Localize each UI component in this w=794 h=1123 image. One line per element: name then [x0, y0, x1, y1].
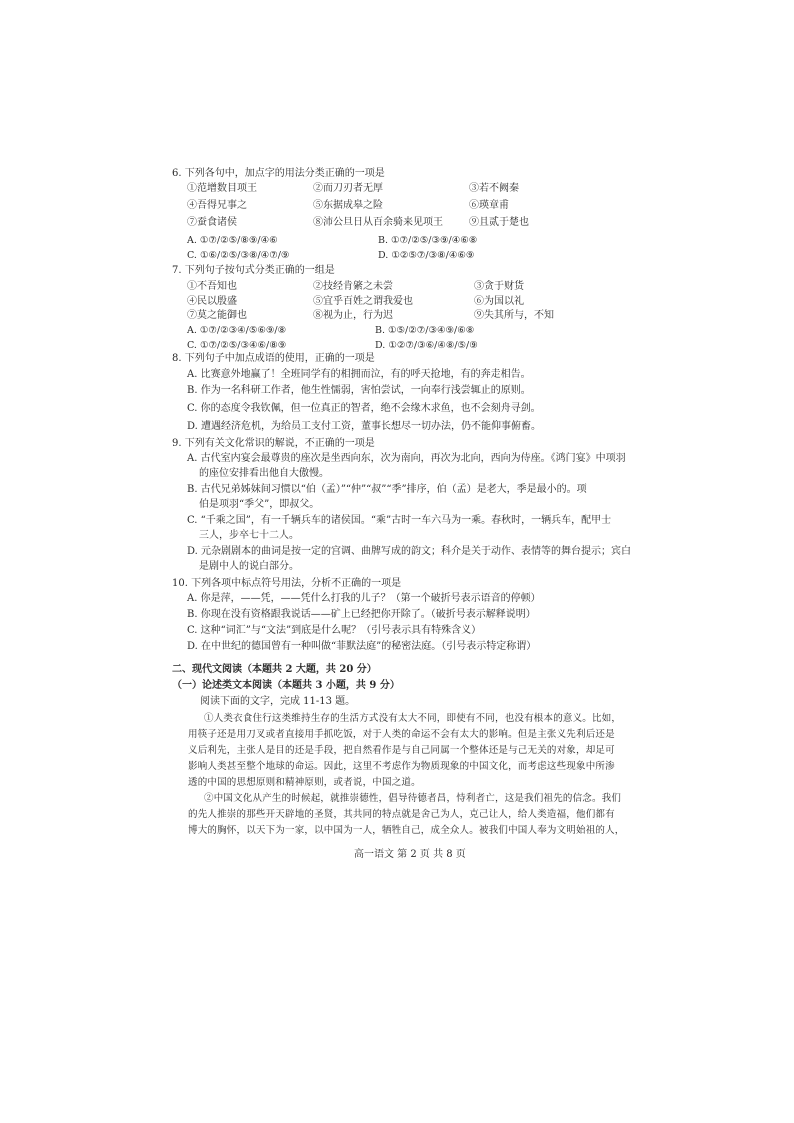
q7-item: ②技经肯綮之未尝: [313, 281, 393, 292]
q7-option-d: D. ①②⑦/③⑥/④⑧/⑤/⑨: [375, 340, 478, 351]
para1-line: 透的中国的思想原则和精神原则，或者说，中国之道。: [188, 777, 421, 788]
subsection-title: （一）论述类文本阅读（本题共 3 小题，共 9 分）: [172, 680, 400, 691]
q10-option-b: B. 你现在没有资格跟我说话——矿上已经把你开除了。（破折号表示解释说明）: [187, 609, 536, 620]
para2-line: ②中国文化从产生的时候起，就推崇德性，倡导待德者昌，恃利者亡，这是我们祖先的信念。我们: [204, 793, 622, 804]
q8-option-d: D. 遭遇经济危机，为给员工支付工资，董事长想尽一切办法，仍不能仰事俯畜。: [187, 421, 542, 432]
q8-option-b: B. 作为一名科研工作者，他生性懦弱，害怕尝试，一向奉行浅尝辄止的原则。: [187, 385, 531, 396]
q9-option-b-cont: 伯是项羽“季父”，即叔父。: [199, 499, 320, 510]
q6-item: ⑤东据成皋之险: [313, 200, 383, 211]
q8-option-a: A. 比赛意外地赢了！全班同学有的相拥而泣，有的呼天抢地，有的奔走相告。: [187, 369, 531, 380]
q6-item: ③若不阙秦: [469, 183, 519, 194]
q6-item: ⑧沛公旦日从百余骑来见项王: [313, 217, 443, 228]
reading-instruction: 阅读下面的文字，完成 11-13 题。: [200, 696, 356, 707]
q6-stem: 6. 下列各句中，加点字的用法分类正确的一项是: [172, 168, 385, 179]
q6-item: ①范增数目项王: [187, 183, 257, 194]
q9-option-b: B. 古代兄弟姊妹间习惯以“伯（孟）”“仲”“叔”“季”排序，伯（孟）是老大，季是最小的。项: [187, 484, 587, 495]
q9-stem: 9. 下列有关文化常识的解说，不正确的一项是: [172, 438, 375, 449]
q7-item: ⑤宜乎百姓之谓我爱也: [313, 296, 413, 307]
q7-item: ⑥为国以礼: [474, 296, 524, 307]
q9-option-d-cont: 是剧中人的说白部分。: [199, 561, 299, 572]
q10-option-c: C. 这种“词汇”与“文法”到底是什么呢？（引号表示具有特殊含义）: [187, 625, 482, 636]
para2-line: 的先人推崇的那些开天辟地的圣贤，其共同的特点就是舍己为人，克己让人，给人类造福，他们都有: [188, 809, 615, 820]
para1-line: ①人类衣食住行这类维持生存的生活方式没有太大不同，即使有不同，也没有根本的意义。比如，: [204, 713, 622, 724]
q7-item: ⑧视为止，行为迟: [313, 310, 393, 321]
q6-option-d: D. ①②⑤⑦/③⑧/④⑥⑨: [378, 250, 475, 261]
q6-option-a: A. ①⑦/②⑤/⑧⑨/④⑥: [187, 235, 278, 246]
q7-option-a: A. ①⑦/②③④/⑤⑥⑨/⑧: [187, 325, 287, 336]
q9-option-c-cont: 三人，步卒七十二人。: [199, 530, 299, 541]
q6-option-b: B. ①⑦/②⑤/③⑨/④⑥⑧: [378, 235, 478, 246]
q6-item: ④吾得兄事之: [187, 200, 247, 211]
q7-stem: 7. 下列句子按句式分类正确的一组是: [172, 265, 335, 276]
q6-option-c: C. ①⑥/②⑤/③⑧/④⑦/⑨: [187, 250, 290, 261]
section-title: 二、现代文阅读（本题共 2 大题，共 20 分）: [172, 664, 377, 675]
q7-item: ⑦莫之能御也: [187, 310, 247, 321]
q9-option-a: A. 古代室内宴会最尊贵的座次是坐西向东，次为南向，再次为北向，西向为侍座。《鸿门宴》中项羽: [187, 453, 626, 464]
q6-item: ⑥瑛章甫: [469, 200, 509, 211]
q6-item: ⑨且贰于楚也: [469, 217, 529, 228]
q7-item: ④民以殷盛: [187, 296, 237, 307]
q7-item: ③贪于财货: [474, 281, 524, 292]
q8-stem: 8. 下列句子中加点成语的使用，正确的一项是: [172, 353, 375, 364]
page-footer: 高一语文 第 2 页 共 8 页: [354, 849, 466, 860]
q6-item: ②而刀刃者无厚: [313, 183, 383, 194]
q10-option-d: D. 在中世纪的德国曾有一种叫做“菲默法庭”的秘密法庭。（引号表示特定称谓）: [187, 641, 537, 652]
q7-option-c: C. ①⑦/②⑤/③④⑥/⑧⑨: [187, 340, 287, 351]
q8-option-c: C. 你的态度令我钦佩，但一位真正的智者，绝不会缘木求鱼，也不会刻舟寻剑。: [187, 403, 541, 414]
para2-line: 博大的胸怀，以天下为一家，以中国为一人，牺牲自己，成全众人。被我们中国人奉为文明始祖的人，: [188, 825, 625, 836]
q10-option-a: A. 你是萍，——凭，——凭什么打我的儿子？（第一个破折号表示语音的停顿）: [187, 593, 541, 604]
q7-option-b: B. ①⑤/②⑦/③④⑨/⑥⑧: [375, 325, 475, 336]
q7-item: ①不吾知也: [187, 281, 237, 292]
para1-line: 义后利先，主张人是目的还是手段，把自然看作是与自己同属一个整体还是与己无关的对象，却足可: [188, 745, 615, 756]
para1-line: 用筷子还是用刀叉或者直接用手抓吃饭，对于人类的命运不会有太大的影响。但是主张义先利后还是: [188, 729, 615, 740]
para1-line: 影响人类甚至整个地球的命运。因此，这里不考虑作为物质现象的中国文化，而考虑这些现象中所渗: [188, 761, 615, 772]
q10-stem: 10. 下列各项中标点符号用法，分析不正确的一项是: [172, 578, 402, 589]
q9-option-c: C. “千乘之国”，有一千辆兵车的诸侯国。“乘”古时一车六马为一乘。春秋时，一辆兵车，配甲士: [187, 515, 612, 526]
q7-item: ⑨失其所与，不知: [474, 310, 554, 321]
q9-option-d: D. 元杂剧剧本的曲词是按一定的宫调、曲牌写成的韵文；科介是关于动作、表情等的舞台提示；宾白: [187, 546, 632, 557]
q9-option-a-cont: 的座位安排看出他自大傲慢。: [199, 468, 329, 479]
q6-item: ⑦蚕食诸侯: [187, 217, 237, 228]
